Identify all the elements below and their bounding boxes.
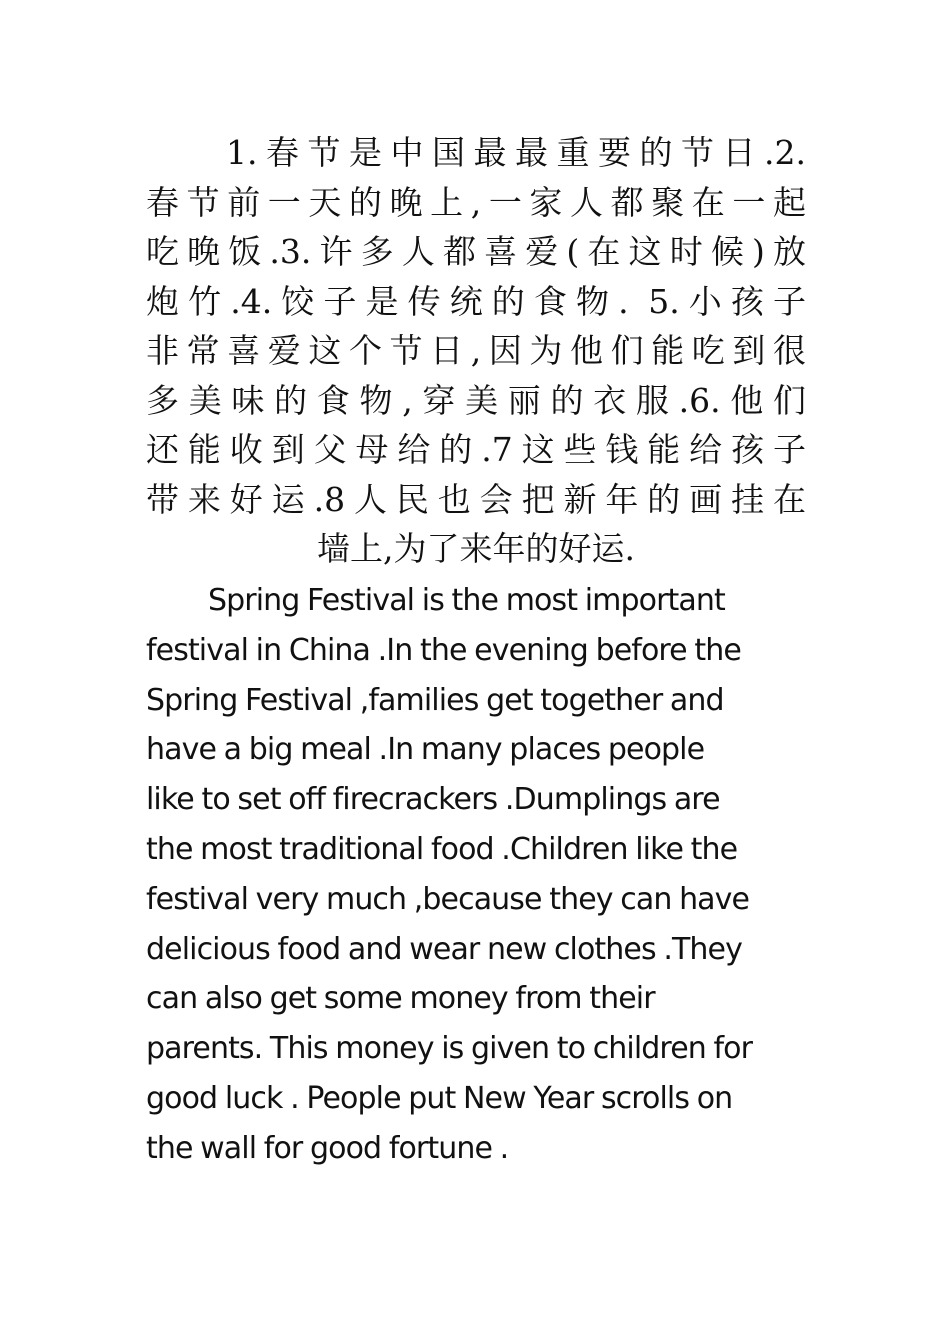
english-line: like to set off firecrackers .Dumplings are [146, 782, 720, 818]
chinese-line: 春节前一天的晚上,一家人都聚在一起 [146, 182, 806, 222]
english-line: Spring Festival ,families get together and [146, 682, 724, 718]
chinese-line: 还能收到父母给的.7这些钱能给孩子 [146, 430, 806, 469]
english-line: festival in China .In the evening before the [146, 632, 741, 668]
english-line: have a big meal .In many places people [146, 732, 705, 768]
english-paragraph [146, 576, 816, 1174]
english-line: good luck . People put New Year scrolls on [146, 1080, 733, 1116]
english-line: the most traditional food .Children like the [146, 831, 738, 867]
chinese-line: 1.春节是中国最最重要的节日.2. [226, 133, 806, 172]
chinese-line: 非常喜爱这个节日,因为他们能吃到很 [146, 331, 806, 370]
chinese-line: 炮竹.4.饺子是传统的食物. 5.小孩子 [146, 281, 806, 321]
english-line: can also get some money from their [146, 981, 655, 1017]
chinese-line: 吃晚饭.3.许多人都喜爱(在这时候)放 [146, 232, 806, 271]
chinese-line: 多美味的食物,穿美丽的衣服.6.他们 [146, 380, 806, 420]
english-line: parents. This money is given to children for [146, 1031, 753, 1067]
chinese-line: 墙上,为了来年的好运. [317, 529, 635, 568]
chinese-paragraph [146, 128, 806, 574]
english-line: Spring Festival is the most important [208, 583, 725, 618]
english-line: delicious food and wear new clothes .They [146, 931, 742, 967]
english-line: the wall for good fortune . [146, 1130, 509, 1166]
english-line: festival very much ,because they can have [146, 881, 750, 917]
chinese-line: 带来好运.8人民也会把新年的画挂在 [146, 479, 806, 519]
